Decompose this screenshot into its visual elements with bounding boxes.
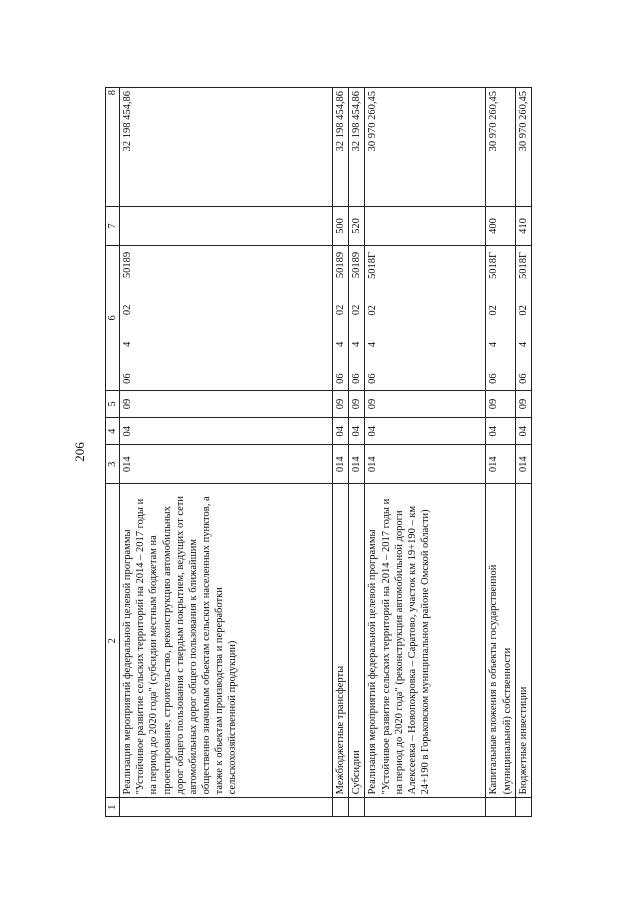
code-6-part: 06	[122, 373, 134, 384]
row-index-cell	[349, 798, 365, 817]
row-code-3: 014	[120, 445, 333, 484]
row-code-6	[349, 245, 365, 390]
code-6-part: 06	[351, 373, 363, 384]
header-col-2: 2	[106, 484, 120, 798]
table-row	[349, 88, 365, 817]
code-6-part: 4	[335, 341, 347, 347]
row-code-7: 500	[333, 207, 349, 246]
row-index-cell	[486, 798, 515, 817]
code-6-part: 4	[367, 341, 379, 348]
header-col-6: 6	[106, 245, 120, 390]
row-index-cell	[515, 798, 531, 817]
row-code-6	[515, 245, 531, 390]
code-6-part: 4	[517, 341, 529, 348]
code-6-part: 02	[335, 304, 347, 316]
code-6-part: 5018Г	[367, 251, 379, 279]
code-6-part: 5018Г	[488, 251, 500, 279]
row-code-7	[120, 207, 333, 246]
row-amount: 32 198 454,86	[349, 88, 365, 207]
row-code-5: 09	[120, 390, 333, 417]
header-row	[106, 88, 120, 817]
row-code-3: 014	[365, 445, 486, 484]
row-index-cell	[120, 798, 333, 817]
budget-table-page	[105, 87, 535, 817]
row-amount: 30 970 260,45	[515, 88, 531, 207]
header-col-3: 3	[106, 445, 120, 484]
code-6-part: 06	[367, 373, 379, 384]
row-code-5: 09	[365, 390, 486, 417]
row-code-6	[486, 245, 515, 390]
code-6-part: 06	[517, 373, 529, 384]
code-6-part: 4	[122, 341, 134, 347]
row-code-5: 09	[515, 390, 531, 417]
code-6-part: 4	[351, 341, 363, 347]
code-6-part: 50189	[122, 251, 134, 279]
row-code-6	[333, 245, 349, 390]
row-code-7: 520	[349, 207, 365, 246]
code-6-part: 50189	[335, 251, 347, 279]
header-col-5: 5	[106, 390, 120, 417]
page-number: 206	[72, 442, 87, 462]
row-name: Реализация мероприятий федеральной целевой программы "Устойчивое развитие сельских территорий на 2014 – 2017 годы и на период до 2020 года" (реконструкция автомобильной дороги Алексеевка – Новопокровка – Саратово, участок км 19+190 – км 24+190 в Горьковском муниципальном районе Омской области)	[365, 484, 486, 798]
row-code-5: 09	[349, 390, 365, 417]
row-code-7	[365, 207, 486, 246]
row-code-4: 04	[486, 418, 515, 445]
code-6-part: 06	[488, 373, 500, 384]
code-6-part: 02	[122, 304, 134, 316]
row-index-cell	[333, 798, 349, 817]
row-amount: 32 198 454,86	[120, 88, 333, 207]
table-row	[120, 88, 333, 817]
code-6-part: 02	[367, 305, 379, 316]
row-name: Реализация мероприятий федеральной целевой программы "Устойчивое развитие сельских территорий на 2014 – 2017 годы и на период до 2020 года" (субсидии местным бюджетам на проектирование, строительство, реконструкцию автомобильных дорог общего пользования с твердым покрытием, ведущих от сети автомобильных дорог общего пользования к ближайшим общественно значимым объектам сельских населенных пунктов, а также к объектам производства и переработки сельскохозяйственной продукции)	[120, 484, 333, 798]
code-6-part: 02	[351, 304, 363, 316]
row-amount: 30 970 260,45	[486, 88, 515, 207]
row-code-3: 014	[486, 445, 515, 484]
row-name: Капитальные вложения в объекты государственной (муниципальной) собственности	[486, 484, 515, 798]
row-code-4: 04	[349, 418, 365, 445]
header-col-4: 4	[106, 418, 120, 445]
budget-table	[105, 87, 532, 817]
row-code-7: 410	[515, 207, 531, 246]
row-code-4: 04	[515, 418, 531, 445]
row-index-cell	[365, 798, 486, 817]
row-name: Бюджетные инвестиции	[515, 484, 531, 798]
code-6-part: 50189	[351, 251, 363, 279]
row-code-3: 014	[349, 445, 365, 484]
row-amount: 32 198 454,86	[333, 88, 349, 207]
row-name: Субсидии	[349, 484, 365, 798]
row-code-6	[120, 245, 333, 390]
header-col-8: 8	[106, 88, 120, 207]
table-row	[365, 88, 486, 817]
row-code-4: 04	[120, 418, 333, 445]
code-6-part: 02	[517, 305, 529, 316]
row-name: Межбюджетные трансферты	[333, 484, 349, 798]
header-col-7: 7	[106, 207, 120, 246]
row-code-4: 04	[365, 418, 486, 445]
row-code-4: 04	[333, 418, 349, 445]
row-code-7: 400	[486, 207, 515, 246]
table-row	[515, 88, 531, 817]
table-row	[486, 88, 515, 817]
code-6-part: 4	[488, 341, 500, 348]
row-code-5: 09	[486, 390, 515, 417]
code-6-part: 06	[335, 373, 347, 384]
code-6-part: 02	[488, 305, 500, 316]
row-amount: 30 970 260,45	[365, 88, 486, 207]
row-code-3: 014	[333, 445, 349, 484]
header-col-1: 1	[106, 798, 120, 817]
row-code-3: 014	[515, 445, 531, 484]
table-row	[333, 88, 349, 817]
row-code-6	[365, 245, 486, 390]
code-6-part: 5018Г	[517, 251, 529, 279]
row-code-5: 09	[333, 390, 349, 417]
